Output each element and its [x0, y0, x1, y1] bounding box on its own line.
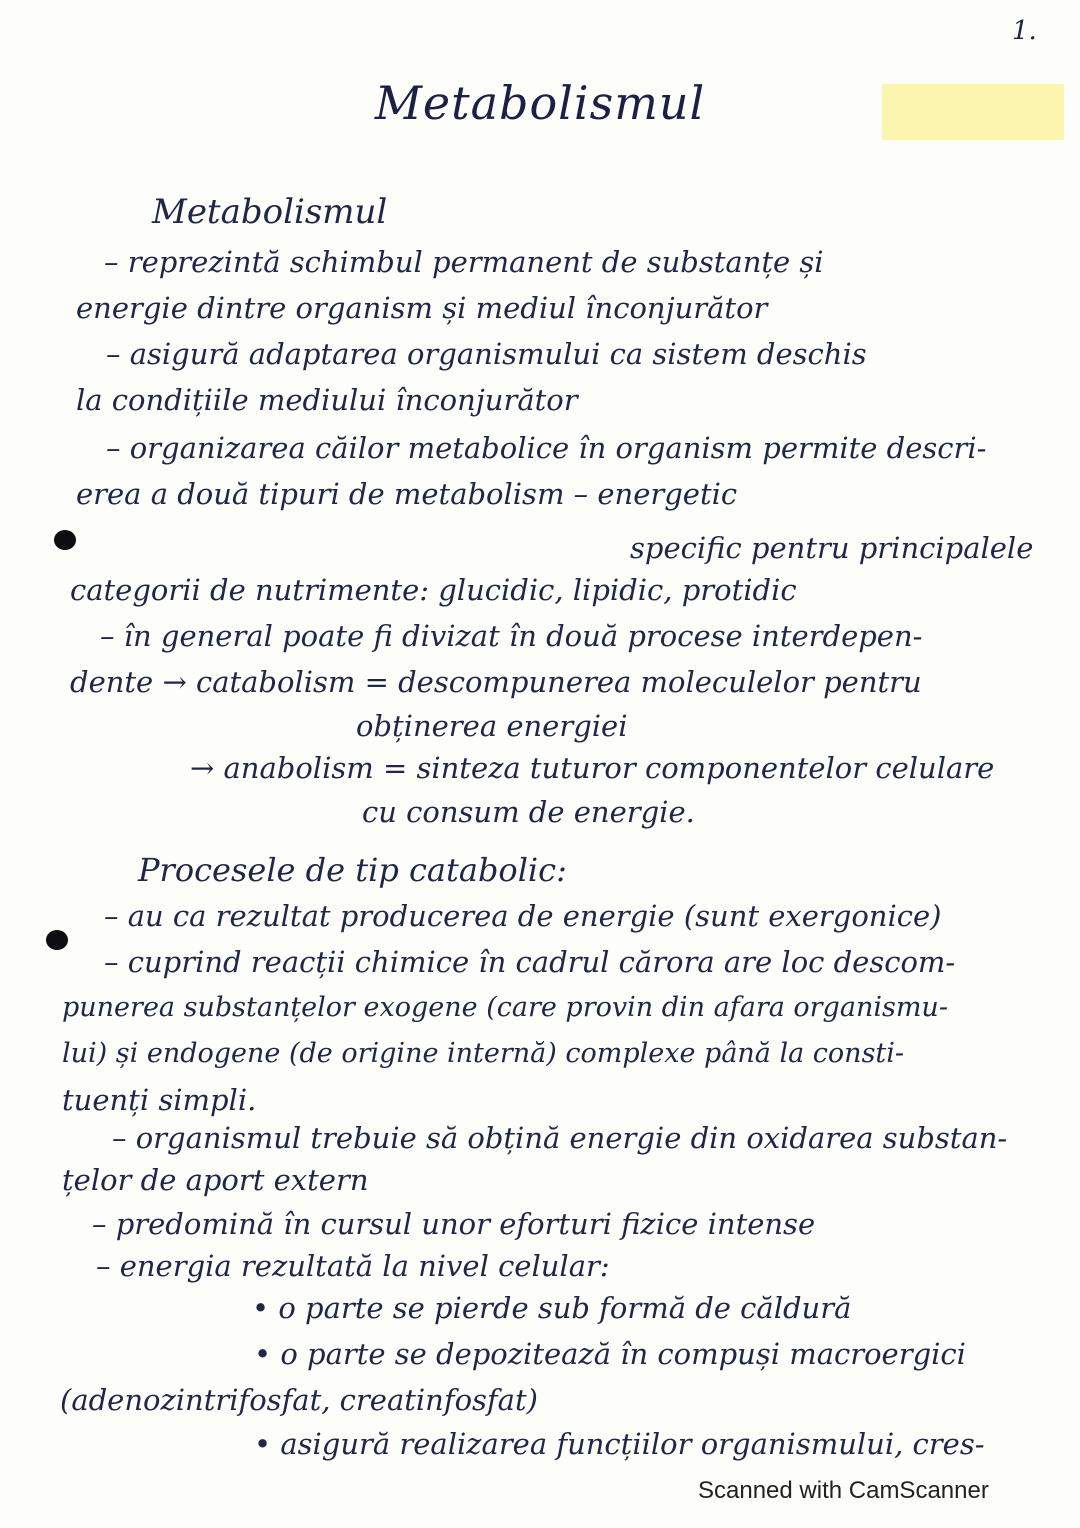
text-line: energie dintre organism și mediul înconjurător	[76, 291, 768, 325]
text-line: → anabolism = sinteza tuturor componentelor celulare	[190, 751, 995, 785]
text-line: – organismul trebuie să obțină energie din oxidarea substan-	[112, 1121, 1008, 1155]
text-line: • o parte se depozitează în compuși macroergici	[254, 1337, 966, 1371]
page-number: 1.	[1012, 16, 1037, 46]
text-line: – au ca rezultat producerea de energie (sunt exergonice)	[104, 899, 942, 933]
text-line: – predomină în cursul unor eforturi fizice intense	[92, 1207, 816, 1241]
text-line: – energia rezultată la nivel celular:	[96, 1249, 610, 1283]
ink-dot	[54, 530, 76, 550]
text-line: erea a două tipuri de metabolism – energetic	[76, 477, 738, 511]
text-line: • asigură realizarea funcțiilor organismului, cres-	[254, 1427, 985, 1461]
text-line: categorii de nutrimente: glucidic, lipidic, protidic	[70, 573, 797, 607]
text-line: – reprezintă schimbul permanent de substanțe și	[104, 245, 824, 279]
text-line: țelor de aport extern	[62, 1163, 369, 1197]
scanner-watermark: Scanned with CamScanner	[698, 1477, 989, 1504]
text-line: • o parte se pierde sub formă de căldură	[252, 1291, 852, 1325]
text-line: – organizarea căilor metabolice în organism permite descri-	[106, 431, 987, 465]
text-line: lui) și endogene (de origine internă) complexe până la consti-	[62, 1038, 905, 1069]
text-line: specific pentru principalele	[630, 531, 1034, 565]
page-title: Metabolismul	[374, 76, 706, 130]
text-line: punerea substanțelor exogene (care provin din afara organismu-	[62, 992, 948, 1023]
text-line: – în general poate fi divizat în două procese interdepen-	[100, 619, 923, 653]
text-line: cu consum de energie.	[362, 795, 695, 829]
text-line: tuenți simpli.	[62, 1083, 257, 1117]
section-heading: Procesele de tip catabolic:	[138, 851, 567, 889]
text-line: – cuprind reacții chimice în cadrul cărora are loc descom-	[104, 945, 956, 979]
text-line: obținerea energiei	[356, 709, 628, 743]
text-line: (adenozintrifosfat, creatinfosfat)	[60, 1383, 538, 1417]
section-heading: Metabolismul	[152, 192, 388, 232]
text-line: – asigură adaptarea organismului ca sistem deschis	[106, 337, 867, 371]
ink-dot	[46, 930, 68, 950]
text-line: dente → catabolism = descompunerea moleculelor pentru	[70, 665, 922, 699]
text-line: la condițiile mediului înconjurător	[76, 383, 578, 417]
